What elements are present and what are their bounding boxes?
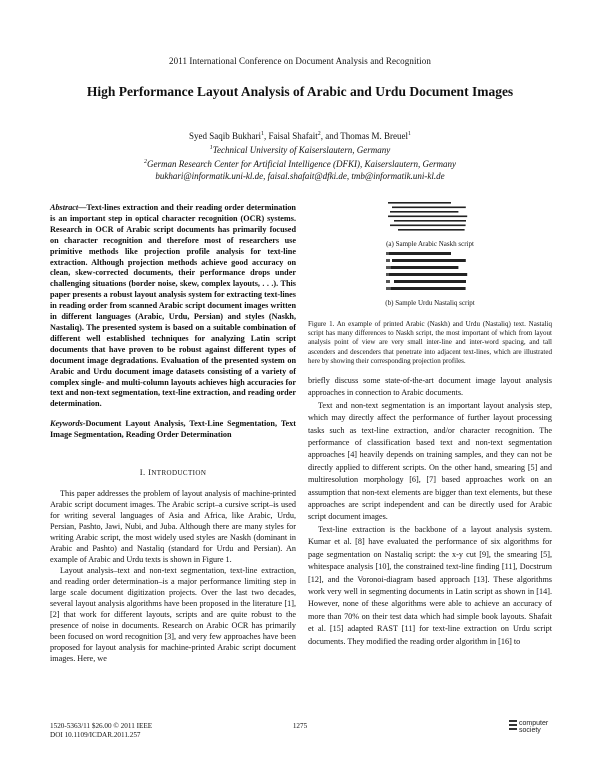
affiliation-1	[0, 142, 600, 156]
sample-text-line	[398, 229, 465, 231]
keywords-text: -Document Layout Analysis, Text-Line Segmentation, Text Image Segmentation, Reading Order Determination	[50, 419, 296, 440]
right-paragraph-0: briefly discuss some state-of-the-art document image layout analysis approaches in connection to Arabic documents.	[308, 376, 552, 398]
author-3-affil: 1	[408, 131, 412, 137]
sample-text-line	[392, 259, 466, 262]
projection-profile-bar	[386, 252, 389, 255]
abstract	[50, 203, 296, 410]
logo-line-2: society	[519, 727, 541, 734]
computer-society-logo	[505, 718, 553, 740]
urdu-nastaliq-sample-image	[384, 250, 480, 294]
affiliation-2	[0, 156, 600, 170]
projection-profile-bar	[386, 287, 391, 290]
section-number: I.	[139, 467, 146, 478]
author-2-affil: 2	[317, 131, 321, 137]
intro-paragraph-1: This paper addresses the problem of layout analysis of machine-printed Arabic script document images. The Arabic script–a cursive script–is used for writing several languages of Asia and Africa, like Arabic, Urdu, Persian, Pashto, Jawi, Nubi, and Juba. Although there are many styles for writing Arabic script, the most widely used styles are Naskh (dominant in Arabic and Pashto) and Nastaliq (standard for Urdu and Persian). An example of Arabic and Urdu texts is shown in Figure 1.	[50, 489, 296, 565]
sample-text-line	[388, 216, 467, 218]
sample-text-line	[392, 207, 466, 209]
figure-1a-caption: (a) Sample Arabic Naskh script	[386, 240, 474, 248]
author-separator: ,	[263, 131, 269, 141]
author-conjunction: , and	[320, 131, 341, 141]
author-names	[0, 128, 600, 142]
paper-title: High Performance Layout Analysis of Arabic and Urdu Document Images	[86, 84, 514, 99]
affiliation-2-text: German Research Center for Artificial Intelligence (DFKI), Kaiserslautern, Germany	[147, 159, 456, 169]
figure-1	[308, 200, 552, 308]
footer-doi: DOI 10.1109/ICDAR.2011.257	[50, 731, 141, 739]
author-emails: bukhari@informatik.uni-kl.de, faisal.shafait@dfki.de, tmb@informatik.uni-kl.de	[155, 171, 445, 181]
section-heading-introduction	[50, 467, 296, 479]
figure-1b-caption: (b) Sample Urdu Nastaliq script	[385, 299, 475, 307]
affiliation-1-marker: 1	[209, 145, 213, 151]
abstract-text: —Text-lines extraction and their reading order determination is an important step in optical character recognition (OCR) systems. Research in OCR of Arabic script documents has primarily focused on character recognition and therefore most of researchers use primitive methods like projection profile analysis for text-line extraction. Although projection methods achieve good accuracy on clean, skew-corrected documents, their performance drops under challenging situations (border noise, skew, complex layouts, . . .). This paper presents a robust layout analysis system for extracting text-lines in reading order from scanned Arabic script document images written in different languages (Arabic, Urdu, Persian) and styles (Naskh, Nastaliq). The presented system is based on a suitable combination of different well established techniques for analyzing Latin script documents that have proven to be robust against different types of document image degradations. Evaluation of the presented system on Arabic and Urdu document image datasets consisting of a variety of complex single- and multi-column layouts achieves high accuracies for text and non-text segmentation, text-line extraction, and reading order determination.	[50, 203, 296, 409]
author-block	[0, 128, 600, 182]
right-column	[308, 200, 552, 648]
keywords	[50, 419, 296, 441]
footer-issn: 1520-5363/11 $26.00 © 2011 IEEE	[50, 722, 153, 730]
intro-paragraph-2: Layout analysis–text and non-text segmentation, text-line extraction, and reading order determination–is a major performance limiting step in large scale document digitization projects. Over the last two decades, several layout analysis algorithms have been proposed in the literature [1], [2] that work for different layouts, scripts and are quite robust to the presence of noise in documents. Research on Arabic OCR has primarily been focused on word recognition [3], and very few approaches have been proposed for layout analysis for machine-printed Arabic script document images. Here, we	[50, 566, 296, 664]
affiliation-1-text: Technical University of Kaiserslautern, Germany	[212, 145, 391, 155]
logo-text	[519, 720, 548, 734]
keywords-label: Keywords	[50, 419, 83, 429]
logo-line-1: computer	[519, 720, 549, 727]
sample-text-line	[388, 273, 467, 276]
right-paragraph-2: Text-line extraction is the backbone of a layout analysis system. Kumar et al. [8] have evaluated the performance of six algorithms for page segmentation on Nastaliq script: the x-y cut [9], the smearing [5], whitespace analysis [10], the constrained text-line finding [11], Docstrum [12], and the Voronoi-diagram based approach [13]. These algorithms work very well in segmenting documents in Latin script as shown in [14]. However, none of these algorithms were able to achieve an accuracy of more than 70% on their test data which had simple book layouts. Shafait et al. [15] adapted RAST [11] for text-line extraction on Urdu script documents. They modified the reading order algorithm in [16] to	[308, 524, 552, 646]
section-title-rest: NTRODUCTION	[151, 469, 207, 478]
author-1: Syed Saqib Bukhari	[188, 131, 261, 141]
sample-text-line	[394, 280, 466, 283]
left-column	[50, 203, 296, 664]
author-2: Faisal Shafait	[268, 131, 318, 141]
logo-mark-icon	[509, 720, 517, 734]
page-number: 1275	[292, 722, 308, 730]
right-paragraph-1: Text and non-text segmentation is an important layout analysis step, which may directly affect the performance of further layout processing tasks such as text-line extraction, and/or character recognition. The performance of classification based text and non-text segmentation approaches [4] heavily depends on training samples, and they can not be directly applied to different scripts. On the other hand, smearing [5] and multiresolution morphology [6], [7] based approaches work on an assumption that non-text elements are bigger than text elements, but these approaches are script independent and can be directly used for Arabic script document images.	[308, 400, 552, 522]
figure-1-caption: Figure 1. An example of printed Arabic (Naskh) and Urdu (Nastaliq) text. Nastaliq script has many differences to Naskh script, the most important of which from layout analysis point of view are very small inter-line and inter-word spacing, and tall ascenders and descenders that penetrate into adjacent text-lines, which are illustrated here by showing their corresponding projection profiles.	[308, 320, 552, 365]
arabic-naskh-sample-image	[384, 200, 480, 234]
sample-text-line	[394, 220, 466, 222]
sample-text-line	[388, 252, 451, 255]
sample-text-line	[390, 225, 466, 227]
projection-profile-bar	[386, 259, 390, 262]
abstract-label: Abstract	[50, 203, 79, 212]
sample-text-line	[390, 287, 466, 290]
section-title-initial: I	[148, 467, 152, 478]
projection-profile-bar	[386, 280, 390, 283]
author-3: Thomas M. Breuel	[340, 131, 409, 141]
affiliation-2-marker: 2	[144, 159, 148, 165]
sample-text-line	[390, 266, 458, 269]
conference-header: 2011 International Conference on Document Analysis and Recognition	[169, 56, 431, 66]
author-1-affil: 1	[260, 131, 264, 137]
projection-profile-bar	[386, 273, 389, 276]
sample-text-line	[388, 202, 451, 204]
projection-profile-bar	[386, 266, 391, 269]
sample-text-line	[390, 211, 458, 213]
